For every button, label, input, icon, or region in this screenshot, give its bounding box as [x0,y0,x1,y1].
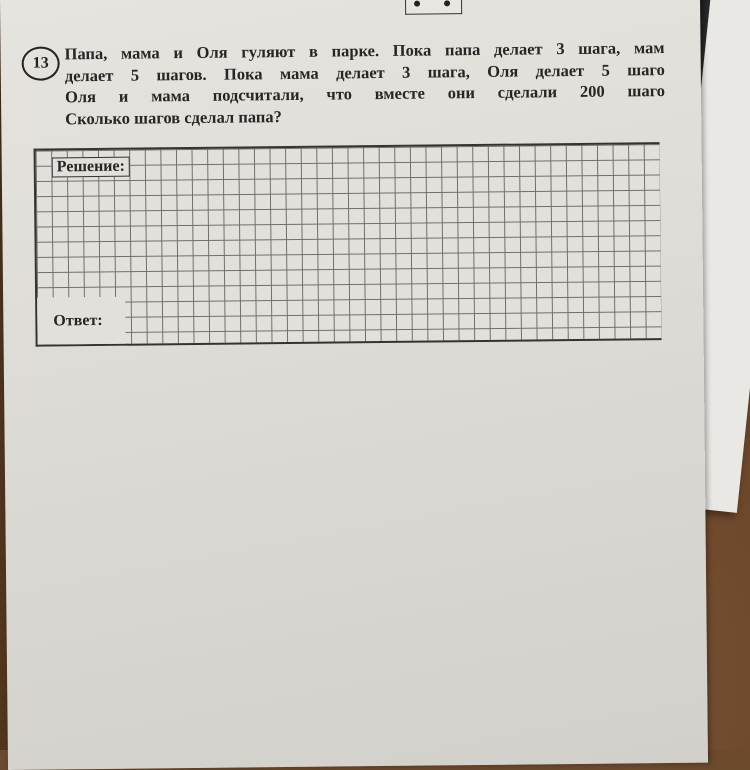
task-number: 13 [21,46,59,80]
answer-label: Ответ: [37,297,125,345]
box-dot [414,1,420,7]
solution-label: Решение: [52,157,130,178]
problem-line: Оля и мама подсчитали, что вместе они сделали 200 шаго [64,81,666,107]
problem-line: Сколько шагов сделал папа? [65,106,282,128]
previous-answer-box [405,0,462,15]
problem-text [64,37,665,129]
problem-line: делает 5 шагов. Пока мама делает 3 шага, Оля делает 5 шаго [64,59,665,85]
box-dot [444,0,450,6]
problem-line: Папа, мама и Оля гуляют в парке. Пока папа делает 3 шага, мам [64,38,665,64]
